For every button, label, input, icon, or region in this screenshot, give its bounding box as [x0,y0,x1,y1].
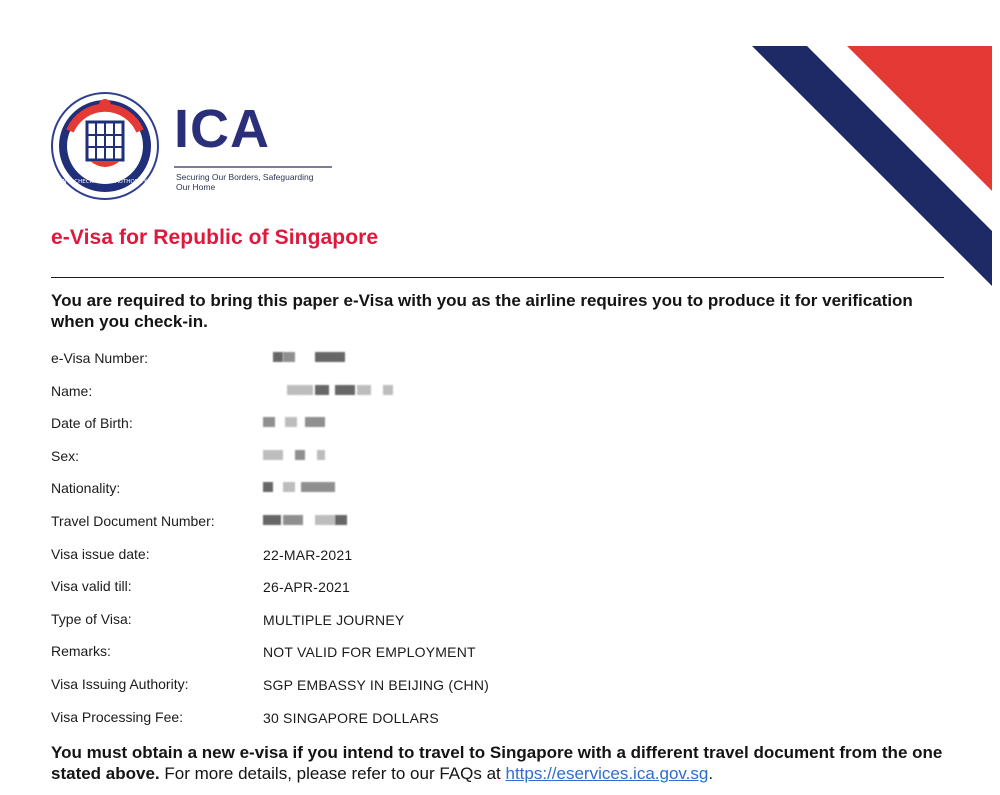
field-row-evisa-number [51,350,651,383]
ica-tagline: Securing Our Borders, Safeguarding Our Home [176,172,314,192]
field-label: Name: [51,382,93,399]
field-row-visa-valid-till [51,578,651,611]
page-title: e-Visa for Republic of Singapore [51,226,379,249]
field-row-sex [51,448,651,481]
field-value: SGP EMBASSY IN BEIJING (CHN) [263,676,490,693]
visa-details [51,350,651,741]
faq-link[interactable]: https://eservices.ica.gov.sg [505,764,709,783]
wordmark-underline [174,166,332,168]
field-value: 30 SINGAPORE DOLLARS [263,709,439,726]
field-label: Nationality: [51,480,121,497]
notice-intro: You are required to bring this paper e-Visa with you as the airline requires you to produce it for verification when you check-in. [51,291,913,331]
footer-notice [51,742,951,784]
field-value: NOT VALID FOR EMPLOYMENT [263,644,476,661]
field-label: Visa Processing Fee: [51,708,184,725]
field-row-visa-issuing-authority [51,676,651,709]
field-row-visa-issue-date [51,546,651,579]
field-value: 26-APR-2021 [263,579,351,596]
field-value: 22-MAR-2021 [263,546,353,563]
field-label: Type of Visa: [51,610,132,627]
field-label: e-Visa Number: [51,350,149,366]
ica-wordmark: ICA [174,99,270,159]
ica-logo [29,84,314,216]
field-value: MULTIPLE JOURNEY [263,611,405,628]
field-row-date-of-birth [51,415,651,448]
title-divider [51,277,944,278]
ica-crest-emblem [29,91,181,201]
field-row-name [51,383,651,416]
field-label: Sex: [51,447,80,464]
field-label: Visa valid till: [51,578,132,595]
field-label: Visa Issuing Authority: [51,675,189,692]
field-label: Visa issue date: [51,545,150,562]
footer-period: . [708,764,714,783]
field-label: Remarks: [51,643,111,660]
footer-faq-text: For more details, please refer to our FAQs at [164,764,501,783]
field-label: Date of Birth: [51,415,133,432]
field-row-nationality [51,480,651,513]
footer-warning: You must obtain a new e-visa if you intend to travel to Singapore with a different travel document from the one stated above. [51,743,943,783]
corner-ribbon-graphic [752,46,992,286]
field-row-visa-processing-fee [51,709,651,742]
field-label: Travel Document Number: [51,512,215,529]
field-row-remarks [51,643,651,676]
crest-text: IMMIGRATION & CHECKPOINTS AUTHORITY SINGAPORE [29,179,181,185]
field-row-type-of-visa [51,611,651,644]
field-row-travel-document-number [51,513,651,546]
